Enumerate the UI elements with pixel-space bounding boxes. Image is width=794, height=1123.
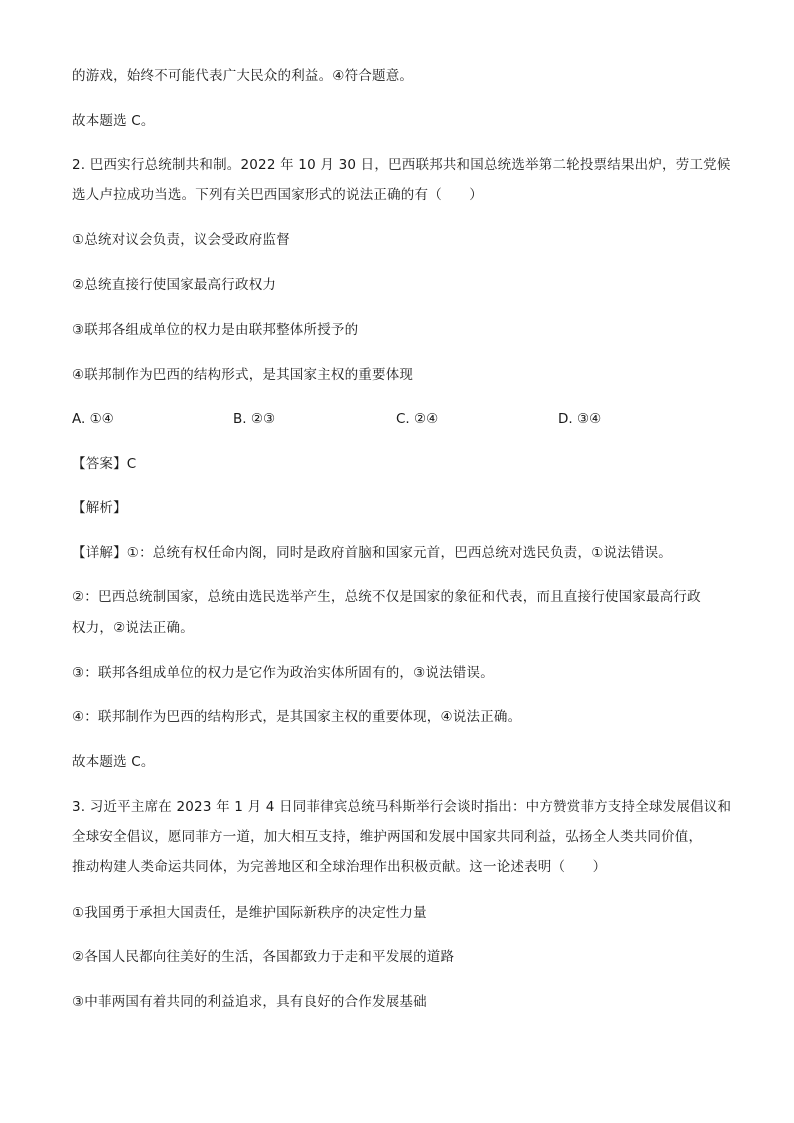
question-2-statement-3: ③联邦各组成单位的权力是由联邦整体所授予的 — [72, 322, 359, 338]
question-2-detail-2-line-1: ②：巴西总统制国家，总统由选民选举产生，总统不仅是国家的象征和代表，而且直接行使国家最高行政 — [72, 589, 701, 605]
question-3-stem-line-3: 推动构建人类命运共同体，为完善地区和全球治理作出积极贡献。这一论述表明（ ） — [72, 859, 607, 875]
question-3-statement-2: ②各国人民都向往美好的生活，各国都致力于走和平发展的道路 — [72, 949, 455, 965]
question-2-conclusion: 故本题选 C。 — [72, 754, 155, 770]
question-2-options — [72, 409, 732, 429]
question-2-stem-line-2: 选人卢拉成功当选。下列有关巴西国家形式的说法正确的有（ ） — [72, 187, 483, 203]
question-2-statement-1: ①总统对议会负责，议会受政府监督 — [72, 232, 290, 248]
question-2-statement-4: ④联邦制作为巴西的结构形式，是其国家主权的重要体现 — [72, 367, 414, 383]
question-2-detail-2-line-2: 权力，②说法正确。 — [72, 620, 194, 636]
question-2-stem-line-1: 2. 巴西实行总统制共和制。2022 年 10 月 30 日，巴西联邦共和国总统选举第二轮投票结果出炉，劳工党候 — [72, 157, 731, 173]
question-3-statement-3: ③中菲两国有着共同的利益追求，具有良好的合作发展基础 — [72, 994, 427, 1010]
question-3-statement-1: ①我国勇于承担大国责任，是维护国际新秩序的决定性力量 — [72, 905, 427, 921]
question-2-detail-4: ④：联邦制作为巴西的结构形式，是其国家主权的重要体现，④说法正确。 — [72, 709, 522, 725]
question-2-detail-1: 【详解】①：总统有权任命内阁，同时是政府首脑和国家元首，巴西总统对选民负责，①说法错误。 — [72, 545, 673, 561]
option-c: C. ②④ — [396, 411, 439, 427]
question-3-stem-line-2: 全球安全倡议，愿同菲方一道，加大相互支持，维护两国和发展中国家共同利益，弘扬全人类共同价值， — [72, 829, 703, 845]
option-a: A. ①④ — [72, 411, 114, 427]
option-b: B. ②③ — [233, 411, 276, 427]
question-3-stem-line-1: 3. 习近平主席在 2023 年 1 月 4 日同菲律宾总统马科斯举行会谈时指出：中方赞赏菲方支持全球发展倡议和 — [72, 799, 732, 815]
option-d: D. ③④ — [558, 411, 602, 427]
question-2-analysis-heading: 【解析】 — [72, 500, 127, 516]
text-line-prev-conclusion: 的游戏，始终不可能代表广大民众的利益。④符合题意。 — [72, 68, 414, 84]
question-2-statement-2: ②总统直接行使国家最高行政权力 — [72, 277, 277, 293]
question-2-answer: 【答案】C — [72, 456, 137, 472]
question-2-detail-3: ③：联邦各组成单位的权力是它作为政治实体所固有的，③说法错误。 — [72, 665, 494, 681]
text-line-prev-answer: 故本题选 C。 — [72, 113, 155, 129]
